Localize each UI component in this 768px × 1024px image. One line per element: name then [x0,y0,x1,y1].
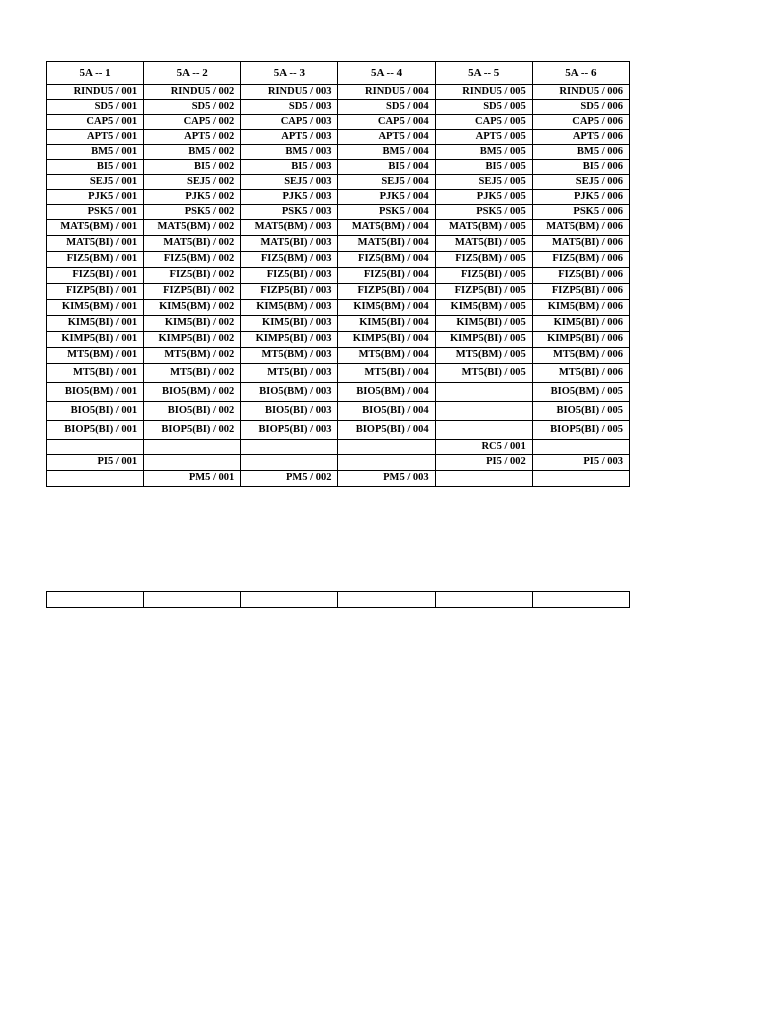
table-cell: BIO5(BI) / 004 [338,402,435,421]
table-cell: MT5(BM) / 004 [338,348,435,364]
table-cell: MT5(BM) / 001 [47,348,144,364]
table-cell [532,471,629,487]
empty-grid-body [47,592,630,608]
table-cell: MAT5(BM) / 002 [144,220,241,236]
table-cell [338,592,435,608]
table-cell: KIM5(BM) / 004 [338,300,435,316]
table-cell: BIOP5(BI) / 003 [241,421,338,440]
table-cell: SEJ5 / 002 [144,175,241,190]
table-cell: APT5 / 005 [435,130,532,145]
table-cell: KIMP5(BI) / 002 [144,332,241,348]
table-cell: BIOP5(BI) / 005 [532,421,629,440]
table-cell: BIOP5(BI) / 002 [144,421,241,440]
table-cell: FIZP5(BI) / 005 [435,284,532,300]
table-cell: SEJ5 / 001 [47,175,144,190]
table-cell: SD5 / 001 [47,100,144,115]
table-cell: APT5 / 006 [532,130,629,145]
table-cell: BIO5(BM) / 005 [532,383,629,402]
table-cell: BIO5(BM) / 002 [144,383,241,402]
table-row [47,220,630,236]
table-cell: MAT5(BI) / 002 [144,236,241,252]
table-cell [338,440,435,455]
table-cell: FIZP5(BI) / 001 [47,284,144,300]
table-cell: BI5 / 002 [144,160,241,175]
table-cell: SEJ5 / 006 [532,175,629,190]
table-cell: APT5 / 002 [144,130,241,145]
table-cell: PI5 / 001 [47,455,144,471]
table-cell: BIOP5(BI) / 001 [47,421,144,440]
table-cell: PJK5 / 004 [338,190,435,205]
table-cell: CAP5 / 004 [338,115,435,130]
table-cell: KIM5(BM) / 006 [532,300,629,316]
table-cell: FIZP5(BI) / 006 [532,284,629,300]
table-cell: PM5 / 002 [241,471,338,487]
table-row [47,190,630,205]
table-cell [532,440,629,455]
table-cell: MT5(BM) / 002 [144,348,241,364]
table-cell: RC5 / 001 [435,440,532,455]
table-cell: BM5 / 004 [338,145,435,160]
table-cell: KIM5(BM) / 005 [435,300,532,316]
table-cell: BM5 / 001 [47,145,144,160]
table-cell [144,440,241,455]
table-cell [144,592,241,608]
table-cell: FIZP5(BI) / 004 [338,284,435,300]
column-header: 5A -- 3 [241,62,338,85]
table-cell: BIO5(BM) / 001 [47,383,144,402]
table-row [47,284,630,300]
table-cell: MAT5(BI) / 003 [241,236,338,252]
table-row [47,236,630,252]
table-cell: BIO5(BI) / 005 [532,402,629,421]
table-cell: PJK5 / 003 [241,190,338,205]
table-cell: SEJ5 / 005 [435,175,532,190]
table-cell: FIZ5(BM) / 003 [241,252,338,268]
table-row [47,592,630,608]
table-cell: SD5 / 003 [241,100,338,115]
timetable-grid [46,61,630,487]
table-row [47,85,630,100]
table-cell: MAT5(BI) / 006 [532,236,629,252]
table-cell: KIM5(BI) / 002 [144,316,241,332]
table-cell: PSK5 / 006 [532,205,629,220]
table-cell: MT5(BI) / 005 [435,364,532,383]
table-cell: FIZ5(BM) / 006 [532,252,629,268]
table-cell: PSK5 / 004 [338,205,435,220]
table-cell [435,402,532,421]
table-cell: BIO5(BI) / 002 [144,402,241,421]
table-cell: FIZ5(BI) / 002 [144,268,241,284]
table-cell: BI5 / 003 [241,160,338,175]
table-row [47,300,630,316]
table-cell [241,440,338,455]
table-cell: KIMP5(BI) / 006 [532,332,629,348]
table-cell: BI5 / 004 [338,160,435,175]
table-cell: FIZ5(BM) / 005 [435,252,532,268]
table-cell: MAT5(BM) / 005 [435,220,532,236]
table-cell: PJK5 / 006 [532,190,629,205]
table-cell: FIZP5(BI) / 002 [144,284,241,300]
table-row [47,268,630,284]
table-cell: FIZ5(BI) / 004 [338,268,435,284]
table-cell: SEJ5 / 003 [241,175,338,190]
table-cell: RINDU5 / 004 [338,85,435,100]
table-row [47,348,630,364]
table-cell: FIZ5(BI) / 005 [435,268,532,284]
table-cell: MAT5(BM) / 006 [532,220,629,236]
table-cell: MT5(BM) / 006 [532,348,629,364]
table-cell: RINDU5 / 006 [532,85,629,100]
table-cell: FIZ5(BM) / 004 [338,252,435,268]
table-cell: KIM5(BM) / 002 [144,300,241,316]
empty-grid [46,591,630,608]
table-cell: KIMP5(BI) / 003 [241,332,338,348]
table-cell: MAT5(BI) / 001 [47,236,144,252]
table-cell: BIO5(BI) / 003 [241,402,338,421]
table-cell: BIO5(BI) / 001 [47,402,144,421]
table-cell: PJK5 / 002 [144,190,241,205]
table-cell: MT5(BI) / 004 [338,364,435,383]
column-header: 5A -- 1 [47,62,144,85]
table-cell: MAT5(BI) / 005 [435,236,532,252]
table-cell [241,592,338,608]
table-cell: SD5 / 002 [144,100,241,115]
table-cell: PSK5 / 003 [241,205,338,220]
table-cell: BI5 / 006 [532,160,629,175]
table-cell: MAT5(BM) / 001 [47,220,144,236]
table-cell: KIM5(BI) / 003 [241,316,338,332]
table-cell: MT5(BM) / 005 [435,348,532,364]
table-cell [338,455,435,471]
table-cell: SD5 / 005 [435,100,532,115]
table-cell: SD5 / 004 [338,100,435,115]
table-cell: BM5 / 003 [241,145,338,160]
table-cell: MT5(BI) / 003 [241,364,338,383]
table-cell: KIM5(BI) / 006 [532,316,629,332]
table-cell: CAP5 / 001 [47,115,144,130]
table-cell: KIMP5(BI) / 005 [435,332,532,348]
table-cell: MT5(BI) / 002 [144,364,241,383]
table-cell: CAP5 / 002 [144,115,241,130]
table-cell: BM5 / 005 [435,145,532,160]
table-cell: PI5 / 002 [435,455,532,471]
table-row [47,383,630,402]
table-cell [47,592,144,608]
table-cell: FIZ5(BI) / 003 [241,268,338,284]
table-cell: RINDU5 / 003 [241,85,338,100]
table-cell: KIM5(BM) / 003 [241,300,338,316]
table-cell: FIZ5(BI) / 006 [532,268,629,284]
table-cell: SD5 / 006 [532,100,629,115]
table-cell: PSK5 / 005 [435,205,532,220]
table-cell: BIOP5(BI) / 004 [338,421,435,440]
table-row [47,471,630,487]
table-cell [435,421,532,440]
table-cell [144,455,241,471]
table-row [47,421,630,440]
table-cell: CAP5 / 003 [241,115,338,130]
table-cell [435,471,532,487]
table-cell: PJK5 / 001 [47,190,144,205]
table-cell: KIM5(BI) / 005 [435,316,532,332]
table-row [47,316,630,332]
table-cell: BIO5(BM) / 004 [338,383,435,402]
header-row [47,62,630,85]
table-cell: KIM5(BM) / 001 [47,300,144,316]
table-row [47,455,630,471]
table-cell: RINDU5 / 002 [144,85,241,100]
table-cell: APT5 / 001 [47,130,144,145]
table-cell: PI5 / 003 [532,455,629,471]
table-cell: RINDU5 / 005 [435,85,532,100]
table-row [47,130,630,145]
table-row [47,175,630,190]
table-cell: APT5 / 003 [241,130,338,145]
table-row [47,160,630,175]
table-cell: CAP5 / 006 [532,115,629,130]
table-cell: FIZP5(BI) / 003 [241,284,338,300]
table-cell: MAT5(BM) / 003 [241,220,338,236]
table-cell: PJK5 / 005 [435,190,532,205]
table-cell: KIM5(BI) / 004 [338,316,435,332]
table-cell [241,455,338,471]
table-cell: RINDU5 / 001 [47,85,144,100]
column-header: 5A -- 4 [338,62,435,85]
table-cell: CAP5 / 005 [435,115,532,130]
table-cell [47,440,144,455]
table-cell: FIZ5(BM) / 002 [144,252,241,268]
table-cell: KIM5(BI) / 001 [47,316,144,332]
table-cell: BIO5(BM) / 003 [241,383,338,402]
table-cell: KIMP5(BI) / 001 [47,332,144,348]
table-cell: BI5 / 001 [47,160,144,175]
table-cell: MT5(BI) / 006 [532,364,629,383]
table-cell: BM5 / 002 [144,145,241,160]
table-cell [435,592,532,608]
table-cell: BM5 / 006 [532,145,629,160]
table-cell: SEJ5 / 004 [338,175,435,190]
table-cell [47,471,144,487]
table-row [47,145,630,160]
column-header: 5A -- 6 [532,62,629,85]
table-cell [435,383,532,402]
table-cell: KIMP5(BI) / 004 [338,332,435,348]
table-row [47,205,630,220]
table-cell: MT5(BM) / 003 [241,348,338,364]
table-row [47,402,630,421]
timetable-body [47,62,630,487]
table-cell: PM5 / 003 [338,471,435,487]
table-cell: MT5(BI) / 001 [47,364,144,383]
table-row [47,364,630,383]
table-row [47,115,630,130]
table-cell: FIZ5(BM) / 001 [47,252,144,268]
table-cell: PM5 / 001 [144,471,241,487]
table-cell [532,592,629,608]
table-cell: APT5 / 004 [338,130,435,145]
table-cell: MAT5(BI) / 004 [338,236,435,252]
table-row [47,332,630,348]
table-cell: PSK5 / 001 [47,205,144,220]
table-cell: PSK5 / 002 [144,205,241,220]
table-row [47,100,630,115]
table-cell: MAT5(BM) / 004 [338,220,435,236]
table-cell: FIZ5(BI) / 001 [47,268,144,284]
table-row [47,440,630,455]
table-cell: BI5 / 005 [435,160,532,175]
column-header: 5A -- 5 [435,62,532,85]
table-row [47,252,630,268]
column-header: 5A -- 2 [144,62,241,85]
